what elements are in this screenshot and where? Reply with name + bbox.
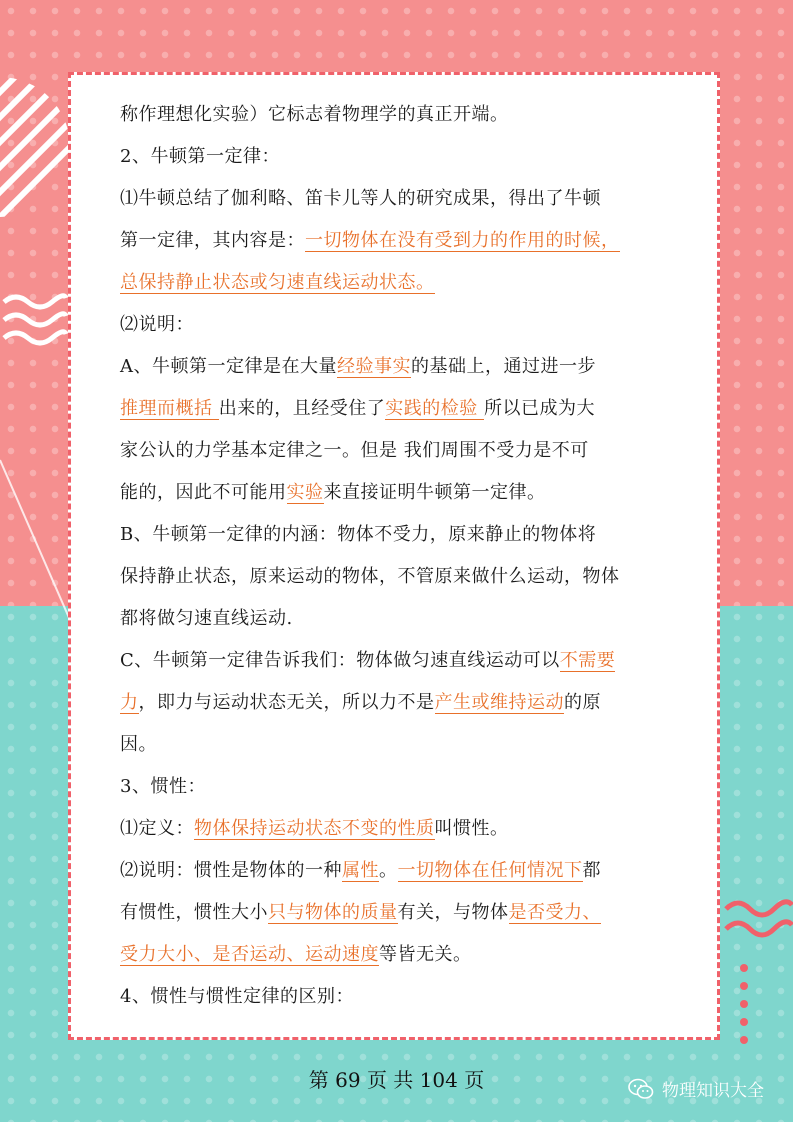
- text-line: [120, 226, 680, 268]
- highlighted-answer: 是否受力、: [508, 902, 601, 923]
- text-segment: ⑵说明：: [120, 314, 194, 335]
- page-prefix: 第: [308, 1068, 336, 1092]
- text-line: [120, 184, 680, 226]
- text-line: [120, 898, 680, 940]
- text-line: [120, 436, 680, 478]
- highlighted-answer: 物体保持运动状态不变的性质: [194, 818, 435, 839]
- text-segment: 都: [582, 860, 601, 881]
- text-line: [120, 100, 680, 142]
- text-segment: 等皆无关。: [379, 944, 472, 965]
- text-segment: 3、惯性：: [120, 776, 206, 797]
- highlighted-answer: 一切物体在任何情况下: [397, 860, 583, 881]
- highlighted-answer: 不需要: [559, 650, 616, 671]
- text-line: [120, 646, 680, 688]
- text-segment: B、牛顿第一定律的内涵：物体不受力，原来静止的物体将: [120, 524, 597, 545]
- line-decoration-left: [0, 420, 70, 620]
- total-pages: 104: [419, 1068, 458, 1092]
- text-segment: 出来的，且经受住了: [218, 398, 386, 419]
- text-line: [120, 562, 680, 604]
- wave-decoration-right: [722, 895, 793, 955]
- wave-decoration-left: [2, 290, 68, 350]
- text-line: [120, 982, 680, 1024]
- text-line: [120, 394, 680, 436]
- text-line: [120, 604, 680, 646]
- dots-decoration-right: [730, 960, 770, 1050]
- page-suffix: 页: [457, 1068, 485, 1092]
- text-line: [120, 268, 680, 310]
- text-segment: ⑴牛顿总结了伽利略、笛卡儿等人的研究成果，得出了牛顿: [120, 188, 601, 209]
- text-segment: A、牛顿第一定律是在大量: [120, 356, 337, 377]
- text-segment: ⑵说明：惯性是物体的一种: [120, 860, 342, 881]
- brand-name: 物理知识大全: [662, 1081, 764, 1101]
- page-middle: 页 共: [360, 1068, 420, 1092]
- highlighted-answer: 属性: [342, 860, 379, 881]
- highlighted-answer: 推理而概括: [120, 398, 219, 419]
- text-line: [120, 688, 680, 730]
- text-line: [120, 772, 680, 814]
- text-segment: 保持静止状态，原来运动的物体，不管原来做什么运动，物体: [120, 566, 620, 587]
- highlighted-answer: 受力大小、是否运动、运动速度: [120, 944, 379, 965]
- text-segment: ⑴定义：: [120, 818, 194, 839]
- text-segment: 的原: [564, 692, 601, 713]
- text-line: [120, 856, 680, 898]
- text-segment: 称作理想化实验）它标志着物理学的真正开端。: [120, 104, 509, 125]
- highlighted-answer: 产生或维持运动: [434, 692, 564, 713]
- stripe-circle-decoration: [0, 62, 72, 232]
- text-segment: 叫惯性。: [434, 818, 509, 839]
- text-line: [120, 142, 680, 184]
- current-page: 69: [335, 1068, 361, 1092]
- text-segment: 4、惯性与惯性定律的区别：: [120, 986, 354, 1007]
- text-segment: 有关，与物体: [397, 902, 509, 923]
- document-body: [120, 100, 680, 1024]
- highlighted-answer: 只与物体的质量: [268, 902, 398, 923]
- text-segment: 2、牛顿第一定律：: [120, 146, 280, 167]
- text-segment: 。: [379, 860, 398, 881]
- text-segment: 第一定律，其内容是：: [120, 230, 305, 251]
- text-line: [120, 940, 680, 982]
- highlighted-answer: 实验: [286, 482, 324, 503]
- text-segment: 所以已成为大: [483, 398, 595, 419]
- text-segment: 能的，因此不可能用: [120, 482, 287, 503]
- highlighted-answer: 实践的检验: [385, 398, 484, 419]
- text-segment: 都将做匀速直线运动.: [120, 608, 293, 629]
- wechat-icon: [628, 1078, 654, 1100]
- text-line: [120, 520, 680, 562]
- text-line: [120, 730, 680, 772]
- highlighted-answer: 力: [120, 692, 139, 713]
- highlighted-answer: 总保持静止状态或匀速直线运动状态。: [120, 272, 435, 293]
- text-segment: 有惯性，惯性大小: [120, 902, 268, 923]
- text-segment: C、牛顿第一定律告诉我们：物体做匀速直线运动可以: [120, 650, 560, 671]
- highlighted-answer: 一切物体在没有受到力的作用的时候，: [305, 230, 620, 251]
- text-segment: 家公认的力学基本定律之一。但是 我们周围不受力是不可: [120, 440, 589, 461]
- text-line: [120, 352, 680, 394]
- brand-watermark: [628, 1076, 764, 1101]
- text-line: [120, 814, 680, 856]
- text-segment: 来直接证明牛顿第一定律。: [323, 482, 546, 503]
- text-segment: 因。: [120, 734, 157, 755]
- text-segment: 的基础上，通过进一步: [411, 356, 596, 377]
- text-segment: ，即力与运动状态无关，所以力不是: [138, 692, 435, 713]
- text-line: [120, 478, 680, 520]
- text-line: [120, 310, 680, 352]
- highlighted-answer: 经验事实: [337, 356, 411, 377]
